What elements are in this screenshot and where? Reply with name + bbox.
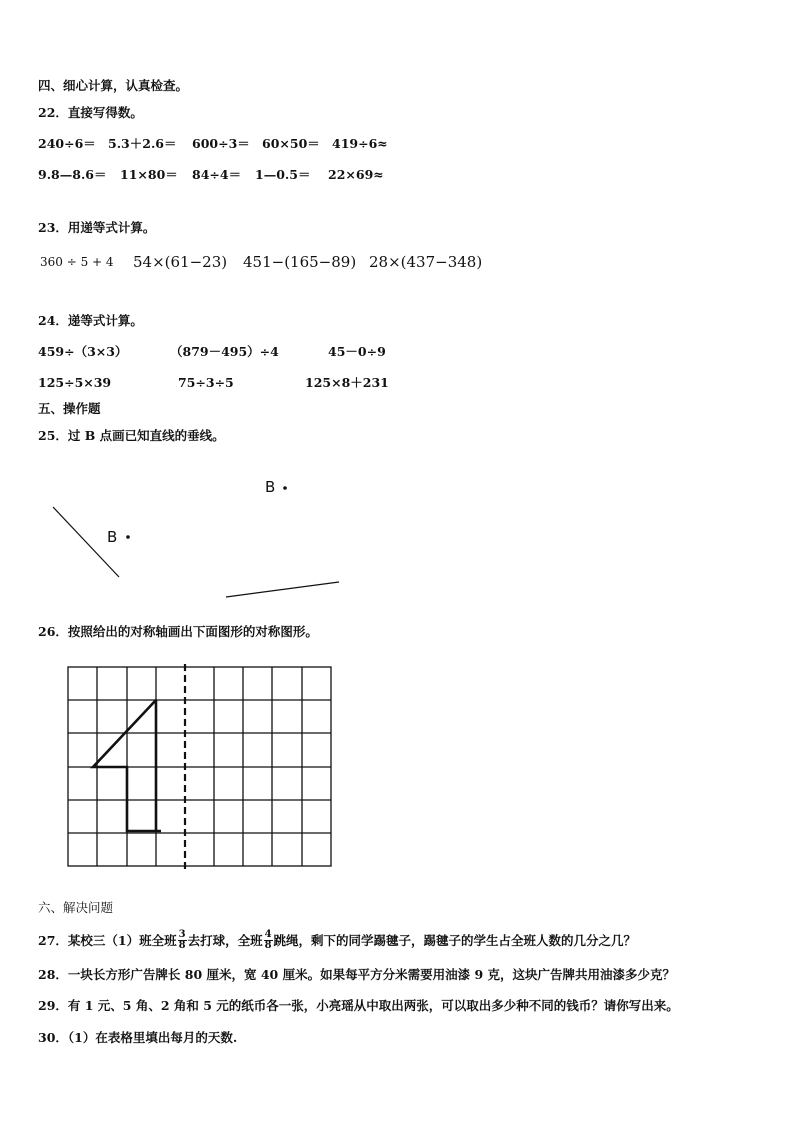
q27-prefix: 27．某校三（1）班全班: [38, 932, 177, 948]
fraction-denominator: 8: [178, 940, 186, 951]
q22-expr: 1—0.5＝: [255, 167, 311, 182]
q28-text: 28．一块长方形广告牌长 80 厘米，宽 40 厘米。如果每平方分米需要用油漆 9 克，这块广告牌共用油漆多少克？: [38, 967, 675, 982]
q27-text: [38, 930, 636, 951]
q22-expr: 11×80＝: [120, 167, 178, 182]
q27-mid: 去打球，全班: [187, 932, 263, 948]
fraction-numerator: 3: [178, 929, 186, 940]
section-6-title: 六、解决问题: [38, 900, 114, 915]
q27-suffix: 跳绳，剩下的同学踢毽子，踢毽子的学生占全班人数的几分之几？: [273, 932, 637, 948]
q22-expr: 5.3＋2.6＝: [108, 136, 177, 151]
q22-expr: 84÷4＝: [192, 167, 242, 182]
q24-expr: 125×8＋231: [305, 375, 389, 390]
q23-label: 23．用递等式计算。: [38, 220, 156, 235]
q22-expr: 600÷3＝: [192, 136, 250, 151]
q27-fraction-2: [264, 930, 273, 951]
section-4-title: 四、细心计算，认真检查。: [38, 78, 189, 93]
fraction-numerator: 4: [264, 929, 272, 940]
q24-expr: 45－0÷9: [328, 344, 386, 359]
q30-text: 30．（1）在表格里填出每月的天数.: [38, 1030, 238, 1045]
q24-expr: 125÷5×39: [38, 375, 112, 390]
q24-expr: 459÷（3×3）: [38, 344, 128, 359]
q23-expr: 28×(437−348): [369, 253, 483, 271]
q27-fraction-1: [178, 930, 187, 951]
section-5-title: 五、操作题: [38, 401, 101, 416]
q24-expr: （879－495）÷4: [170, 344, 279, 359]
q23-expr: 360 ÷ 5 + 4: [40, 255, 114, 269]
q22-expr: 60×50＝: [262, 136, 320, 151]
q24-label: 24．递等式计算。: [38, 313, 143, 328]
q24-expr: 75÷3÷5: [178, 375, 234, 390]
q23-expr: 451−(165−89): [243, 253, 357, 271]
q22-expr: 240÷6＝: [38, 136, 96, 151]
point-b-label-1: B: [107, 528, 118, 546]
q23-expr: 54×(61−23): [133, 253, 228, 271]
q25-label: 25．过 B 点画已知直线的垂线。: [38, 428, 225, 443]
q29-text: 29．有 1 元、5 角、2 角和 5 元的纸币各一张，小亮瑶从中取出两张，可以取出多少种不同的钱币？请你写出来。: [38, 998, 679, 1013]
fraction-denominator: 8: [264, 940, 272, 951]
point-b-label-2: B: [265, 478, 276, 496]
q22-expr: 22×69≈: [328, 167, 384, 182]
q22-label: 22．直接写得数。: [38, 105, 143, 120]
q22-expr: 419÷6≈: [332, 136, 388, 151]
q26-label: 26．按照给出的对称轴画出下面图形的对称图形。: [38, 624, 318, 639]
q22-expr: 9.8—8.6＝: [38, 167, 107, 182]
